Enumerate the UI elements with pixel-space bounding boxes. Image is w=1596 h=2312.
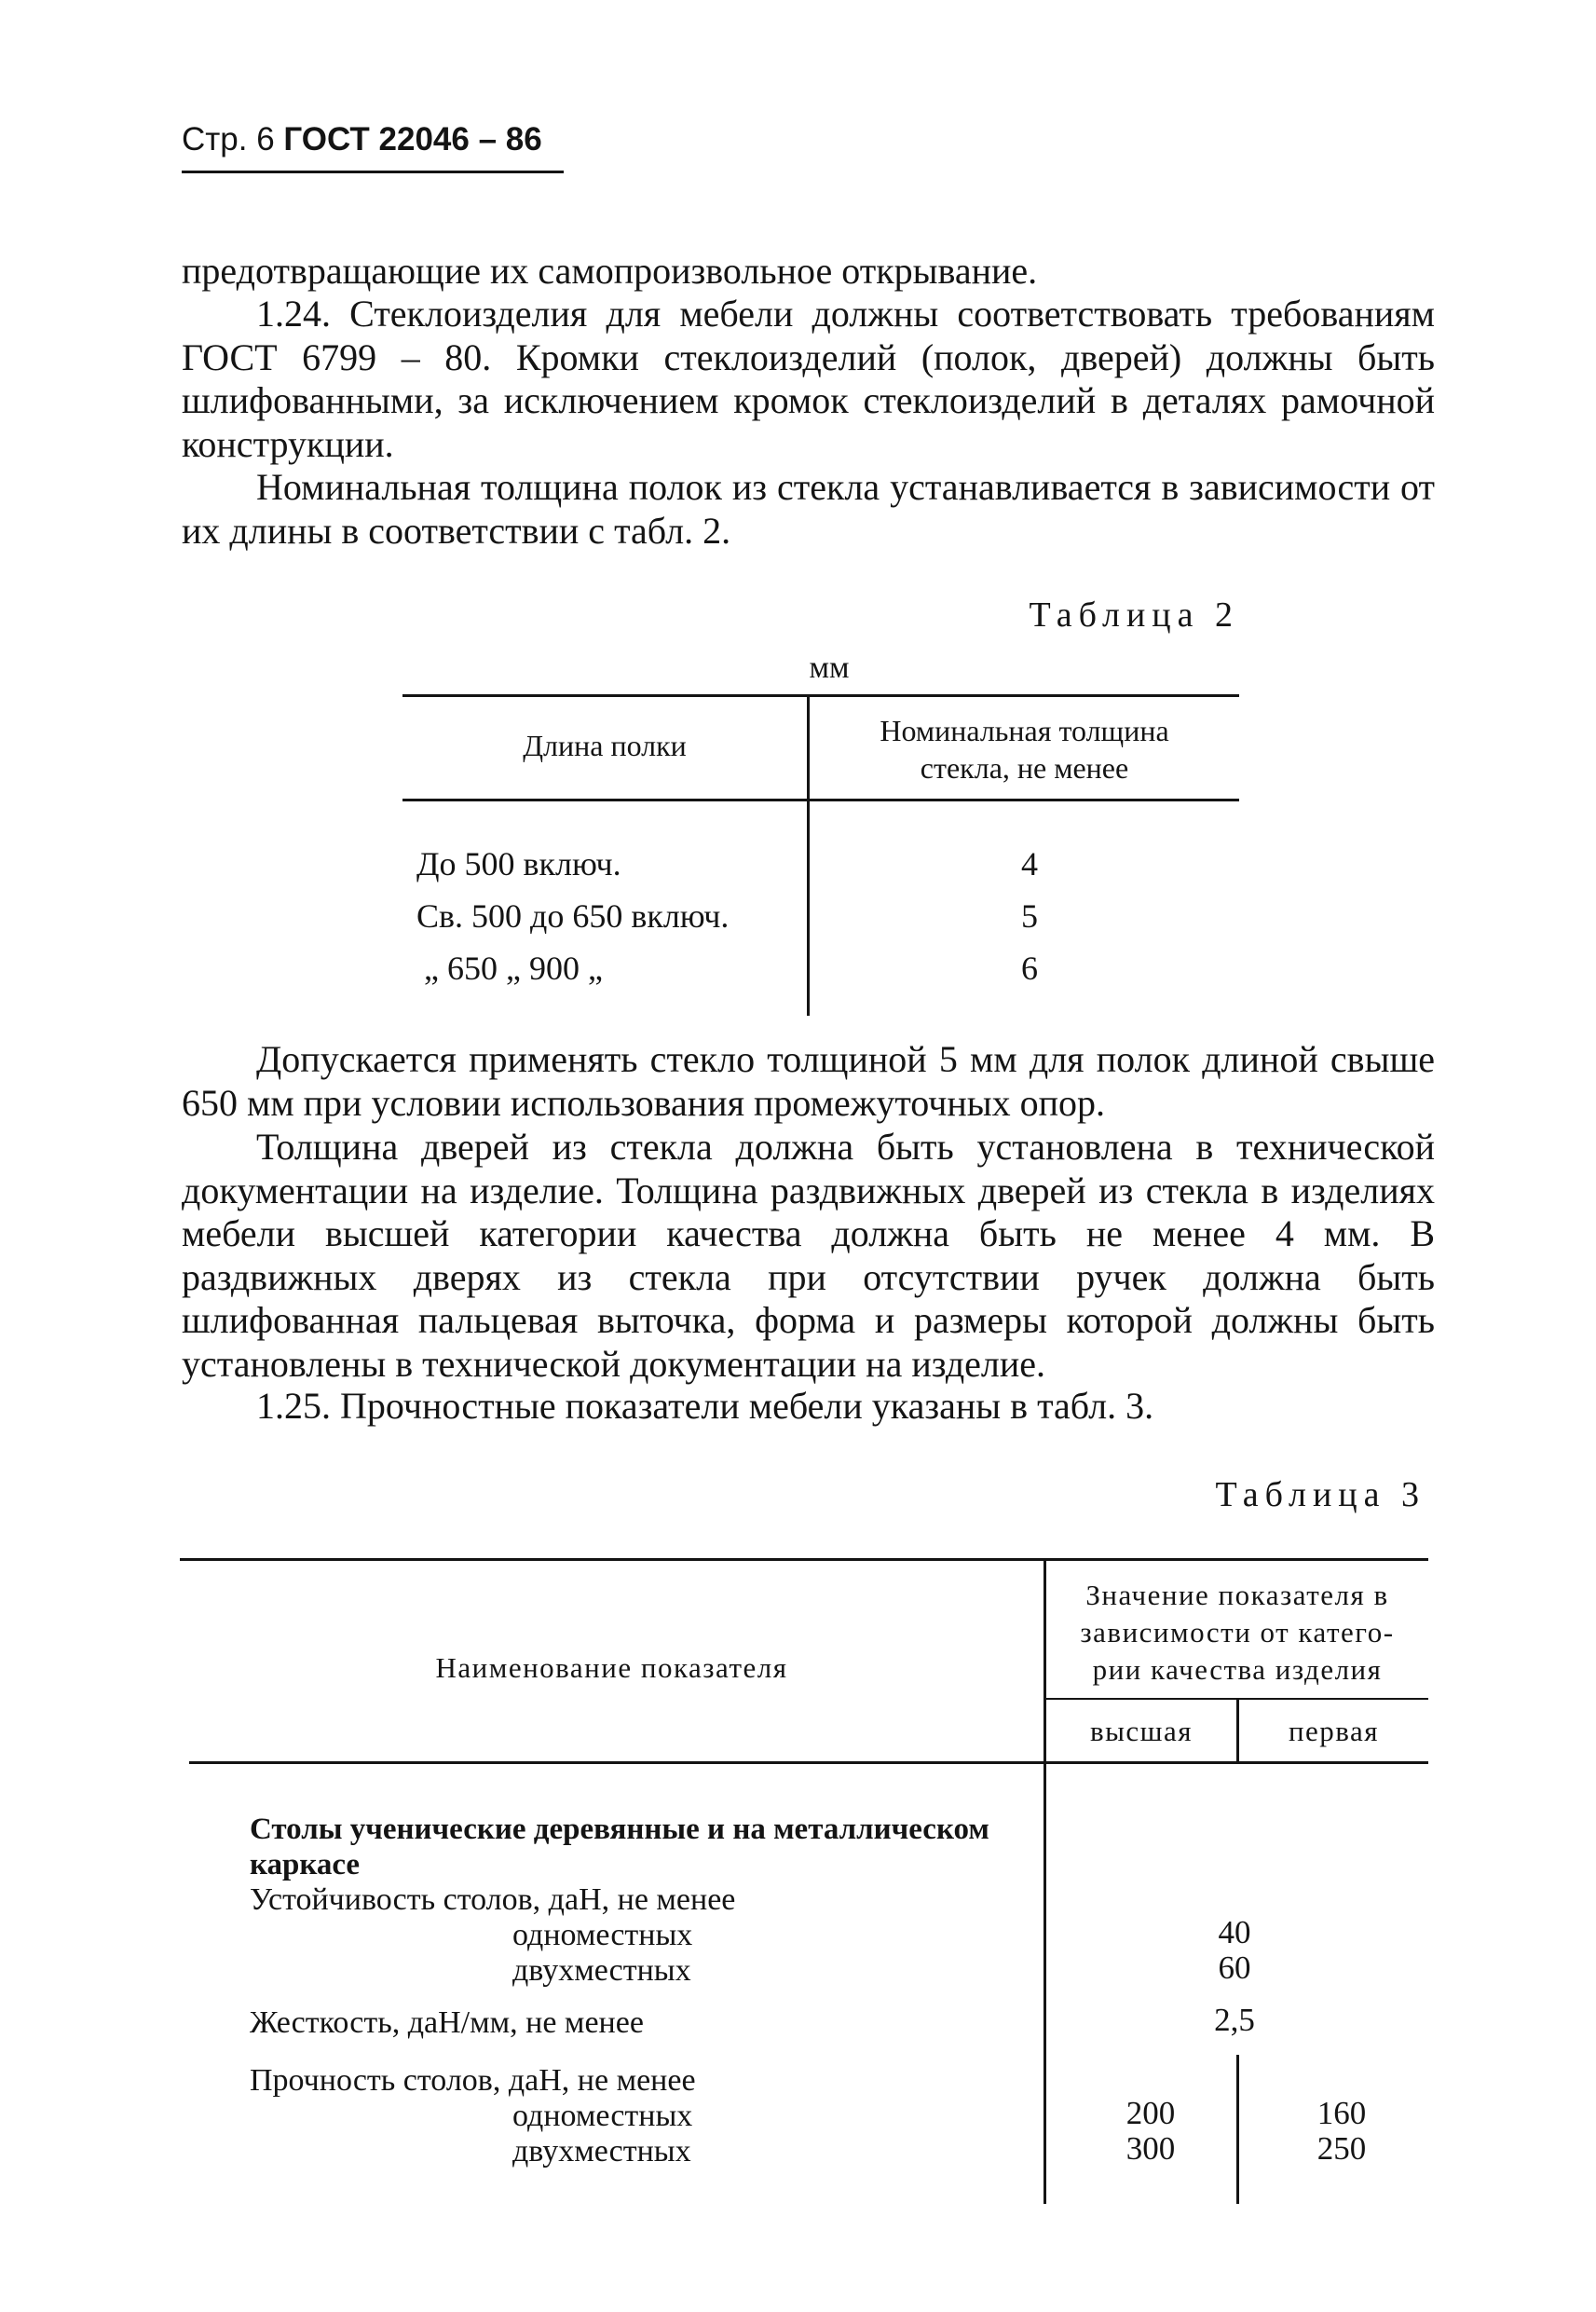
table3-subheader-high: высшая [1089, 1715, 1194, 1747]
table3-top-rule [180, 1558, 1428, 1561]
page-label: Стр. 6 [182, 121, 275, 157]
table3-stability-single: одноместных [512, 1918, 693, 1952]
table3-header-value-line2: зависимости от катего- [1080, 1616, 1395, 1648]
table3-header-value-group [1046, 1577, 1428, 1689]
table2-header-length: Длина полки [523, 729, 687, 762]
table3-strength-single-high: 200 [1125, 2095, 1176, 2131]
table3-section-title-line1: Столы ученические деревянные и на металлическом [250, 1813, 989, 1846]
table3-stability-label: Устойчивость столов, даН, не менее [250, 1882, 736, 1917]
table3-strength-double: двухместных [512, 2134, 691, 2168]
paragraph-5mm-glass: Допускается применять стекло толщиной 5 мм для полок длиной свыше 650 мм при условии использования промежуточных опор. [182, 1038, 1435, 1124]
table3-strength-double-high: 300 [1125, 2130, 1176, 2167]
header-underline [182, 171, 564, 173]
table3-subheader-first: первая [1288, 1715, 1380, 1747]
table3-stiffness-value: 2,5 [1214, 2002, 1255, 2038]
table2-row-length: „ 650 „ 900 „ [424, 950, 603, 987]
table2-row-thickness: 4 [1021, 845, 1038, 882]
table2-header-rule [402, 799, 1239, 801]
table2-row-length: Св. 500 до 650 включ. [416, 897, 730, 935]
paragraph-1-24: 1.24. Стеклоизделия для мебели должны соответствовать требованиям ГОСТ 6799 – 80. Кромки стеклоизделий (полок, дверей) должны быть шлифованными, за исключением кромок стеклоизделий в деталях рамочной конструкции. [182, 293, 1435, 465]
table3-section-title [250, 1812, 989, 1882]
table3-stiffness-label: Жесткость, даН/мм, не менее [250, 2005, 644, 2040]
table3-header-rule [189, 1761, 1428, 1764]
table2-header-thickness [810, 712, 1239, 787]
table3-section-title-line2: каркасе [250, 1848, 361, 1881]
table3-caption: Таблица 3 [1215, 1475, 1425, 1514]
table3-header-value-line1: Значение показателя в [1085, 1579, 1389, 1611]
page-header [182, 121, 542, 158]
table2-header-thickness-line1: Номинальная толщина [880, 714, 1169, 747]
table3-value-divider [1236, 2055, 1239, 2204]
paragraph-continuation: предотвращающие их самопроизвольное открывание. [182, 250, 1038, 292]
table3-strength-label: Прочность столов, даН, не менее [250, 2063, 696, 2098]
table3-header-value-line3: рии качества изделия [1092, 1653, 1383, 1686]
table3-stability-double-value: 60 [1218, 1949, 1251, 1986]
paragraph-1-25: 1.25. Прочностные показатели мебели указаны в табл. 3. [256, 1385, 1154, 1427]
table3-stability-single-value: 40 [1218, 1914, 1251, 1950]
paragraph-glass-doors: Толщина дверей из стекла должна быть установлена в технической документации на изделие. Толщина раздвижных дверей из стекла в изделиях мебели высшей категории качества должна быть не менее 4 мм. В раздвижных дверях из стекла при отсутствии ручек должна быть шлифованная пальцевая выточка, форма и размеры которой должны быть установлены в технической документации на изделие. [182, 1126, 1435, 1385]
table2-top-rule [402, 694, 1239, 697]
document-code: ГОСТ 22046 – 86 [283, 121, 542, 157]
table2-row-thickness: 6 [1021, 950, 1038, 987]
table2-caption: Таблица 2 [1029, 595, 1239, 635]
table3-strength-single-first: 160 [1316, 2095, 1367, 2131]
table2-row-length: До 500 включ. [416, 845, 621, 882]
table3-strength-double-first: 250 [1316, 2130, 1367, 2167]
table2-header-thickness-line2: стекла, не менее [920, 751, 1129, 785]
table3-strength-single: одноместных [512, 2099, 693, 2133]
table3-stability-double: двухместных [512, 1953, 691, 1988]
paragraph-shelf-thickness: Номинальная толщина полок из стекла устанавливается в зависимости от их длины в соответствии с табл. 2. [182, 466, 1435, 552]
table3-header-name: Наименование показателя [435, 1651, 788, 1684]
table2-unit: мм [809, 650, 850, 685]
table2-row-thickness: 5 [1021, 897, 1038, 935]
